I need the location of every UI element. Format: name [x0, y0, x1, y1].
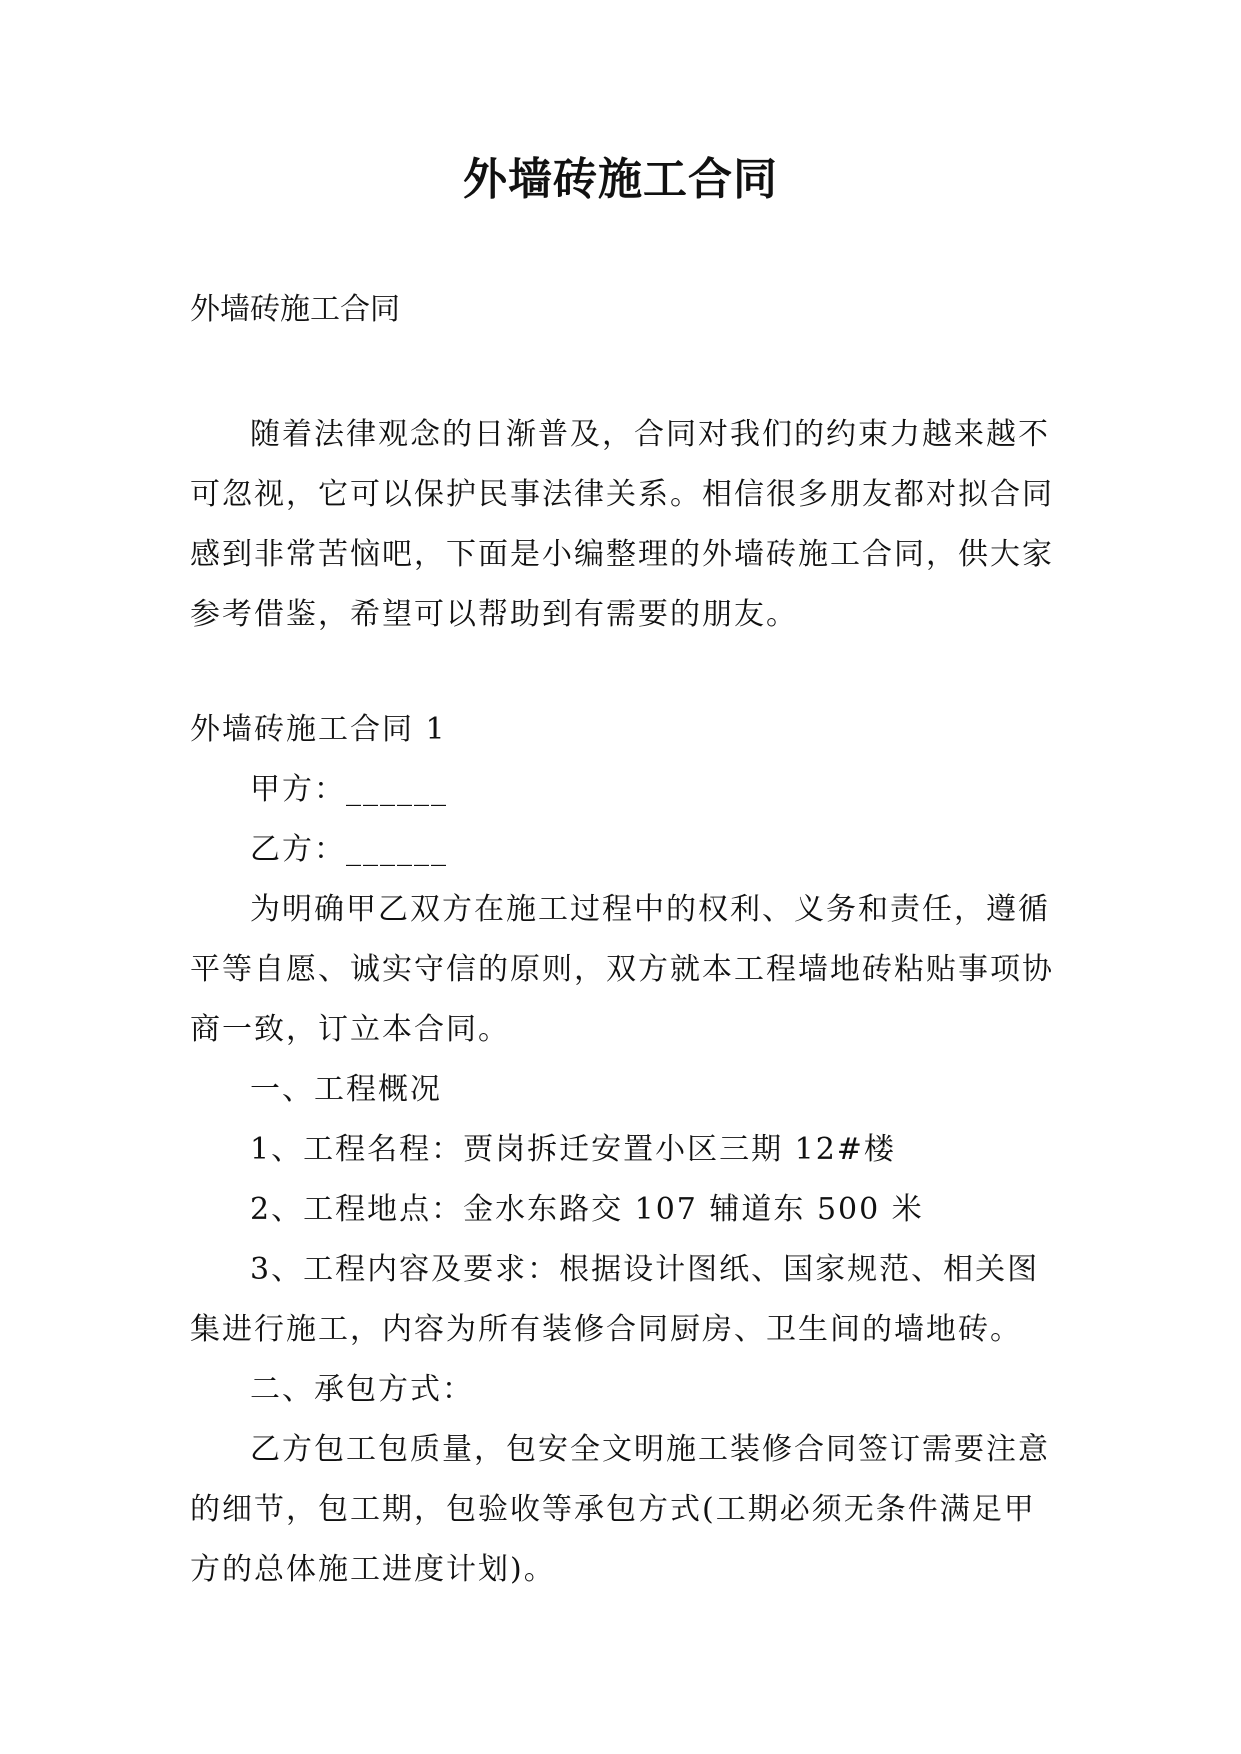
- section-title-contract-mode: 二、承包方式：: [250, 1372, 474, 1407]
- intro-paragraph: 随着法律观念的日渐普及，合同对我们的约束力越来越不可忽视，它可以保护民事法律关系。相信很多朋友都对拟合同感到非常苦恼吧，下面是小编整理的外墙砖施工合同，供大家参考借鉴，希望可以帮助到有需要的朋友。: [190, 417, 1054, 632]
- section-title-overview: 一、工程概况: [250, 1072, 442, 1107]
- party-b-line: 乙方：______: [250, 832, 448, 867]
- purpose-paragraph: 为明确甲乙双方在施工过程中的权利、义务和责任，遵循平等自愿、诚实守信的原则，双方就本工程墙地砖粘贴事项协商一致，订立本合同。: [190, 892, 1054, 1047]
- document-subtitle: 外墙砖施工合同: [190, 292, 400, 327]
- project-location-item: 2、工程地点：金水东路交 107 辅道东 500 米: [250, 1192, 924, 1227]
- party-a-line: 甲方：______: [250, 772, 448, 807]
- contract-section: [190, 700, 1056, 1600]
- project-content-item: 3、工程内容及要求：根据设计图纸、国家规范、相关图集进行施工，内容为所有装修合同厨房、卫生间的墙地砖。: [190, 1252, 1040, 1347]
- contract-mode-paragraph: 乙方包工包质量，包安全文明施工装修合同签订需要注意的细节，包工期，包验收等承包方式(工期必须无条件满足甲方的总体施工进度计划)。: [190, 1432, 1050, 1587]
- project-name-item: 1、工程名程：贾岗拆迁安置小区三期 12#楼: [250, 1132, 896, 1167]
- document-title: 外墙砖施工合同: [463, 154, 778, 205]
- intro-section: [190, 405, 1056, 645]
- contract-heading: 外墙砖施工合同 1: [190, 712, 447, 747]
